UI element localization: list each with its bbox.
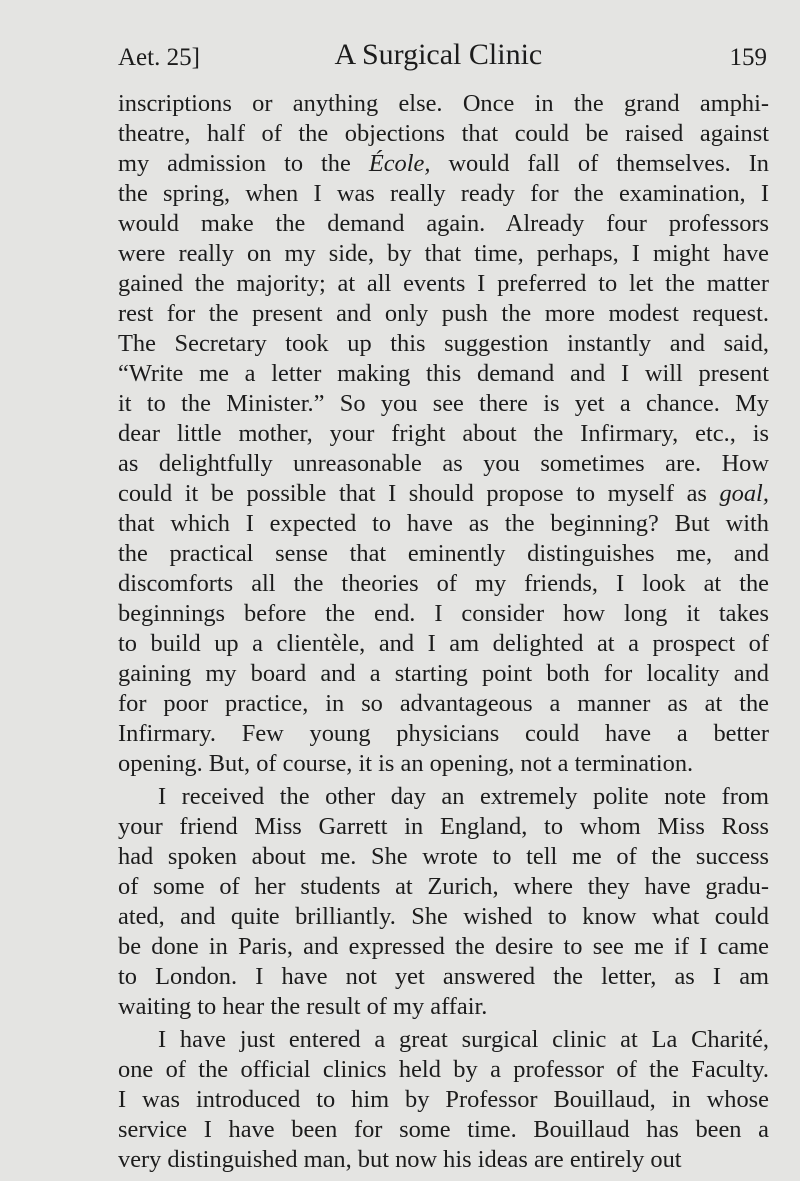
text-line: Infirmary. Few young physicians could have a better: [118, 720, 769, 747]
text-line: were really on my side, by that time, perhaps, I might have: [118, 240, 769, 267]
text-line: gained the majority; at all events I preferred to let the matter: [118, 270, 769, 297]
text-line: as delightfully unreasonable as you sometimes are. How: [118, 450, 769, 477]
text-line: theatre, half of the objections that could be raised against: [118, 120, 769, 147]
text-line: it to the Minister.” So you see there is yet a chance. My: [118, 390, 769, 417]
text-line: very distinguished man, but now his ideas are entirely out: [118, 1146, 682, 1173]
running-head-title: A Surgical Clinic: [334, 38, 543, 71]
text-line: I have just entered a great surgical clinic at La Charité,: [158, 1026, 769, 1053]
text-line: would make the demand again. Already four professors: [118, 210, 769, 237]
text-line: The Secretary took up this suggestion instantly and said,: [118, 330, 769, 357]
text-line: inscriptions or anything else. Once in the grand amphi-: [118, 90, 769, 117]
text-line: I was introduced to him by Professor Bouillaud, in whose: [118, 1086, 769, 1113]
text-line: gaining my board and a starting point both for locality and: [118, 660, 769, 687]
text-line: my admission to the École, would fall of themselves. In: [118, 150, 770, 177]
running-head-left: Aet. 25]: [118, 44, 200, 71]
text-line: to build up a clientèle, and I am delighted at a prospect of: [118, 630, 769, 657]
running-header: [118, 26, 767, 70]
text-line: be done in Paris, and expressed the desire to see me if I came: [118, 933, 769, 960]
text-line: waiting to hear the result of my affair.: [118, 993, 488, 1020]
page-number: 159: [729, 44, 767, 71]
text-line: to London. I have not yet answered the letter, as I am: [118, 963, 769, 990]
text-line: had spoken about me. She wrote to tell me of the success: [118, 843, 769, 870]
body-text: [118, 89, 769, 1175]
text-line: your friend Miss Garrett in England, to whom Miss Ross: [118, 813, 769, 840]
text-line: opening. But, of course, it is an opening, not a termination.: [118, 750, 694, 777]
text-line: “Write me a letter making this demand and I will present: [118, 360, 769, 387]
text-line: the spring, when I was really ready for the examination, I: [118, 180, 769, 207]
text-line: rest for the present and only push the more modest request.: [118, 300, 769, 327]
text-line: beginnings before the end. I consider how long it takes: [118, 600, 769, 627]
text-line: could it be possible that I should propose to myself as goal,: [118, 480, 769, 507]
text-line: of some of her students at Zurich, where they have gradu-: [118, 873, 769, 900]
text-line: ated, and quite brilliantly. She wished to know what could: [118, 903, 769, 930]
text-line: I received the other day an extremely polite note from: [158, 783, 769, 810]
text-line: service I have been for some time. Bouillaud has been a: [118, 1116, 769, 1143]
text-line: dear little mother, your fright about the Infirmary, etc., is: [118, 420, 769, 447]
text-line: discomforts all the theories of my friends, I look at the: [118, 570, 769, 597]
text-line: that which I expected to have as the beginning? But with: [118, 510, 769, 537]
text-line: for poor practice, in so advantageous a manner as at the: [118, 690, 769, 717]
text-line: the practical sense that eminently distinguishes me, and: [118, 540, 769, 567]
text-line: one of the official clinics held by a professor of the Faculty.: [118, 1056, 769, 1083]
